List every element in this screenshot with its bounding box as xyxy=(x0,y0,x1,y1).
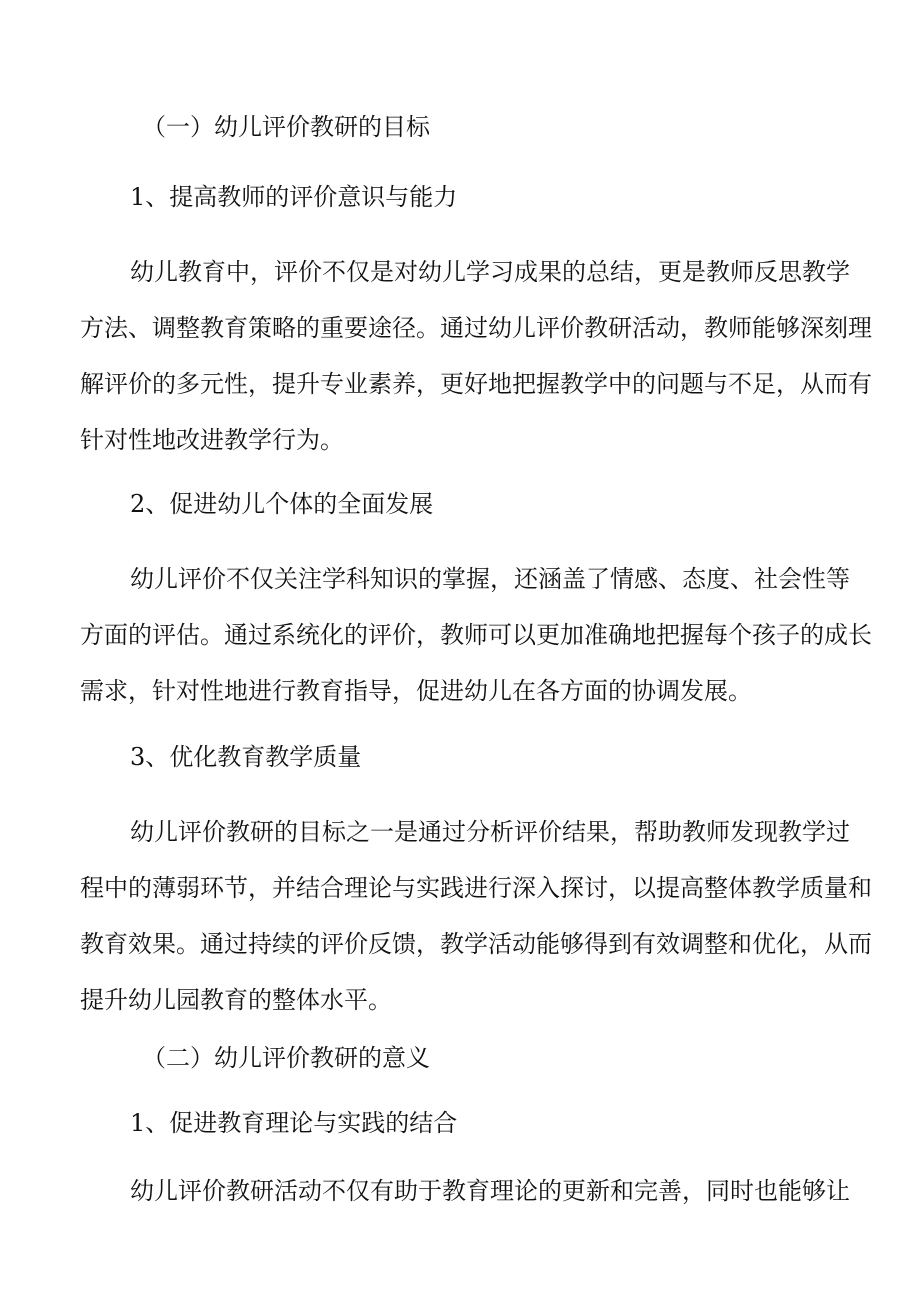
paragraph-line: 提升幼儿园教育的整体水平。 xyxy=(80,986,392,1014)
item-heading-text: 2、促进幼儿个体的全面发展 xyxy=(130,490,434,518)
section-2-item-1-heading xyxy=(130,1095,890,1151)
item-heading-text: 3、优化教育教学质量 xyxy=(130,743,362,771)
paragraph-line: 方面的评估。通过系统化的评价，教师可以更加准确地把握每个孩子的成长 xyxy=(80,621,872,649)
paragraph-line: 需求，针对性地进行教育指导，促进幼儿在各方面的协调发展。 xyxy=(80,677,752,705)
item-heading-text: 1、提高教师的评价意识与能力 xyxy=(130,183,458,211)
paragraph-line: 幼儿评价教研的目标之一是通过分析评价结果，帮助教师发现教学过 xyxy=(130,818,850,846)
item-3-paragraph xyxy=(80,804,872,1028)
item-1-paragraph xyxy=(80,244,872,468)
paragraph-line: 教育效果。通过持续的评价反馈，教学活动能够得到有效调整和优化，从而 xyxy=(80,930,872,958)
section-2-item-1-paragraph xyxy=(80,1163,850,1219)
paragraph-line: 针对性地改进教学行为。 xyxy=(80,426,344,454)
item-2-paragraph xyxy=(80,551,872,719)
section-title-text: （二）幼儿评价教研的意义 xyxy=(142,1044,430,1072)
item-1-heading xyxy=(130,169,890,225)
paragraph-line: 程中的薄弱环节，并结合理论与实践进行深入探讨，以提高整体教学质量和 xyxy=(80,874,872,902)
section-title-text: （一）幼儿评价教研的目标 xyxy=(142,113,430,141)
item-heading-text: 1、促进教育理论与实践的结合 xyxy=(130,1109,458,1137)
item-2-heading xyxy=(130,476,890,532)
paragraph-line: 幼儿评价不仅关注学科知识的掌握，还涵盖了情感、态度、社会性等 xyxy=(130,565,850,593)
paragraph-line: 解评价的多元性，提升专业素养，更好地把握教学中的问题与不足，从而有 xyxy=(80,370,872,398)
paragraph-line: 方法、调整教育策略的重要途径。通过幼儿评价教研活动，教师能够深刻理 xyxy=(80,314,872,342)
paragraph-line: 幼儿教育中，评价不仅是对幼儿学习成果的总结，更是教师反思教学 xyxy=(130,258,850,286)
section-2-title xyxy=(142,1030,902,1086)
section-1-title xyxy=(142,99,902,155)
item-3-heading xyxy=(130,729,890,785)
paragraph-line: 幼儿评价教研活动不仅有助于教育理论的更新和完善，同时也能够让 xyxy=(130,1177,850,1205)
